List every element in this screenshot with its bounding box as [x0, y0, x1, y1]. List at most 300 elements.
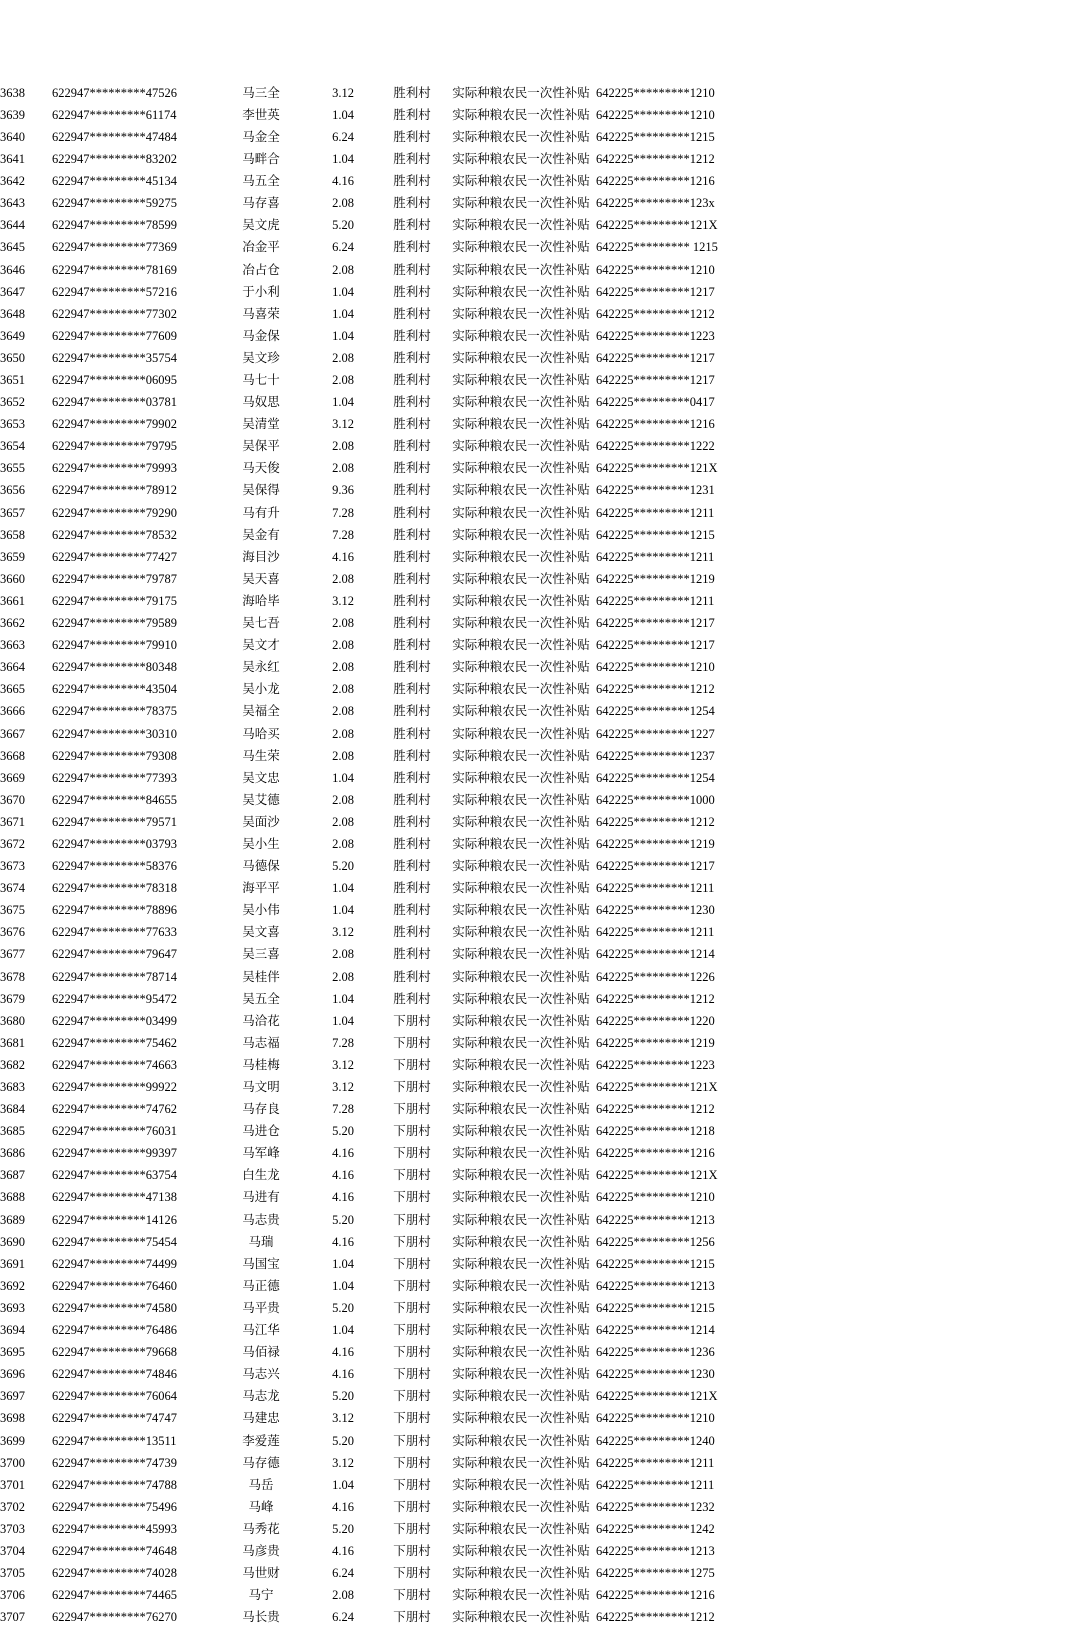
cell-bank-card: 622947*********43504	[52, 682, 177, 697]
cell-amount: 3.12	[332, 925, 354, 940]
cell-village: 下朋村	[393, 1234, 431, 1249]
cell-id-number: 642225*********1215	[596, 129, 715, 144]
cell-name: 吴五全	[242, 991, 280, 1006]
cell-amount: 5.20	[332, 1521, 354, 1536]
cell-amount: 2.08	[332, 1588, 354, 1603]
cell-village: 下朋村	[393, 1610, 431, 1625]
cell-amount: 2.08	[332, 616, 354, 631]
cell-sequence: 3696	[0, 1367, 25, 1382]
cell-id-number: 642225*********1212	[596, 306, 715, 321]
table-row	[0, 1209, 766, 1231]
cell-id-number: 642225*********1222	[596, 439, 715, 454]
table-row	[0, 1584, 766, 1606]
cell-name: 吴小伟	[242, 903, 280, 918]
cell-id-number: 642225*********1223	[596, 1057, 715, 1072]
table-row	[0, 82, 766, 104]
cell-name: 马畔合	[242, 152, 280, 167]
table-row	[0, 590, 766, 612]
cell-subsidy: 实际种粮农民一次性补贴	[452, 660, 590, 675]
cell-amount: 1.04	[332, 1278, 354, 1293]
cell-id-number: 642225*********1212	[596, 991, 715, 1006]
table-row	[0, 347, 766, 369]
cell-bank-card: 622947*********99922	[52, 1080, 177, 1095]
table-row	[0, 303, 766, 325]
cell-id-number: 642225*********1211	[596, 881, 715, 896]
cell-sequence: 3682	[0, 1057, 25, 1072]
cell-bank-card: 622947*********75496	[52, 1499, 177, 1514]
cell-village: 下朋村	[393, 1168, 431, 1183]
table-row	[0, 988, 766, 1010]
cell-village: 胜利村	[393, 836, 431, 851]
cell-bank-card: 622947*********79902	[52, 417, 177, 432]
cell-name: 马正德	[242, 1278, 280, 1293]
cell-name: 马天俊	[242, 461, 280, 476]
cell-amount: 1.04	[332, 284, 354, 299]
cell-village: 胜利村	[393, 969, 431, 984]
table-row	[0, 391, 766, 413]
cell-id-number: 642225*********1216	[596, 1146, 715, 1161]
cell-bank-card: 622947*********79175	[52, 593, 177, 608]
cell-subsidy: 实际种粮农民一次性补贴	[452, 903, 590, 918]
table-row	[0, 1120, 766, 1142]
cell-village: 胜利村	[393, 859, 431, 874]
cell-bank-card: 622947*********76270	[52, 1610, 177, 1625]
cell-name: 马德保	[242, 859, 280, 874]
table-row	[0, 1054, 766, 1076]
cell-subsidy: 实际种粮农民一次性补贴	[452, 1146, 590, 1161]
cell-subsidy: 实际种粮农民一次性补贴	[452, 1256, 590, 1271]
cell-village: 下朋村	[393, 1588, 431, 1603]
cell-bank-card: 622947*********84655	[52, 792, 177, 807]
cell-bank-card: 622947*********30310	[52, 726, 177, 741]
cell-bank-card: 622947*********78714	[52, 969, 177, 984]
cell-subsidy: 实际种粮农民一次性补贴	[452, 549, 590, 564]
cell-id-number: 642225*********1237	[596, 748, 715, 763]
cell-subsidy: 实际种粮农民一次性补贴	[452, 1080, 590, 1095]
cell-name: 吴文才	[242, 638, 280, 653]
cell-name: 马存德	[242, 1455, 280, 1470]
cell-bank-card: 622947*********79993	[52, 461, 177, 476]
cell-id-number: 642225*********1219	[596, 836, 715, 851]
cell-id-number: 642225*********0417	[596, 395, 715, 410]
cell-amount: 2.08	[332, 704, 354, 719]
cell-name: 吴文喜	[242, 925, 280, 940]
cell-subsidy: 实际种粮农民一次性补贴	[452, 1543, 590, 1558]
cell-sequence: 3673	[0, 859, 25, 874]
cell-id-number: 642225*********1211	[596, 505, 715, 520]
cell-sequence: 3693	[0, 1300, 25, 1315]
cell-id-number: 642225*********1214	[596, 1323, 715, 1338]
cell-village: 下朋村	[393, 1389, 431, 1404]
cell-name: 马世财	[242, 1566, 280, 1581]
cell-amount: 2.08	[332, 726, 354, 741]
cell-id-number: 642225*********1212	[596, 1102, 715, 1117]
cell-bank-card: 622947*********74663	[52, 1057, 177, 1072]
cell-sequence: 3689	[0, 1212, 25, 1227]
cell-name: 马峰	[248, 1499, 274, 1514]
cell-id-number: 642225*********1217	[596, 859, 715, 874]
cell-subsidy: 实际种粮农民一次性补贴	[452, 1455, 590, 1470]
cell-bank-card: 622947*********77393	[52, 770, 177, 785]
cell-subsidy: 实际种粮农民一次性补贴	[452, 1234, 590, 1249]
cell-name: 马国宝	[242, 1256, 280, 1271]
cell-amount: 2.08	[332, 196, 354, 211]
cell-name: 马江华	[242, 1323, 280, 1338]
cell-village: 胜利村	[393, 284, 431, 299]
cell-amount: 4.16	[332, 1367, 354, 1382]
cell-amount: 1.04	[332, 1013, 354, 1028]
cell-name: 马七十	[242, 373, 280, 388]
table-row	[0, 723, 766, 745]
cell-amount: 3.12	[332, 417, 354, 432]
cell-id-number: 642225*********1223	[596, 328, 715, 343]
cell-village: 胜利村	[393, 638, 431, 653]
cell-bank-card: 622947*********75454	[52, 1234, 177, 1249]
cell-amount: 3.12	[332, 593, 354, 608]
cell-id-number: 642225*********1211	[596, 1455, 715, 1470]
cell-subsidy: 实际种粮农民一次性补贴	[452, 218, 590, 233]
cell-id-number: 642225*********1213	[596, 1212, 715, 1227]
cell-subsidy: 实际种粮农民一次性补贴	[452, 616, 590, 631]
cell-name: 吴福全	[242, 704, 280, 719]
table-row	[0, 281, 766, 303]
cell-subsidy: 实际种粮农民一次性补贴	[452, 571, 590, 586]
cell-bank-card: 622947*********59275	[52, 196, 177, 211]
cell-id-number: 642225*********1211	[596, 593, 715, 608]
cell-subsidy: 实际种粮农民一次性补贴	[452, 1013, 590, 1028]
cell-name: 马有升	[242, 505, 280, 520]
table-row	[0, 126, 766, 148]
cell-village: 下朋村	[393, 1455, 431, 1470]
cell-amount: 2.08	[332, 571, 354, 586]
cell-amount: 2.08	[332, 262, 354, 277]
cell-sequence: 3692	[0, 1278, 25, 1293]
cell-id-number: 642225*********1216	[596, 174, 715, 189]
cell-village: 下朋村	[393, 1035, 431, 1050]
cell-amount: 4.16	[332, 1146, 354, 1161]
cell-subsidy: 实际种粮农民一次性补贴	[452, 439, 590, 454]
cell-name: 马佰禄	[242, 1345, 280, 1360]
table-row	[0, 524, 766, 546]
cell-name: 马五全	[242, 174, 280, 189]
cell-name: 白生龙	[242, 1168, 280, 1183]
cell-sequence: 3660	[0, 571, 25, 586]
cell-name: 马军峰	[242, 1146, 280, 1161]
cell-amount: 2.08	[332, 660, 354, 675]
cell-subsidy: 实际种粮农民一次性补贴	[452, 991, 590, 1006]
cell-subsidy: 实际种粮农民一次性补贴	[452, 1124, 590, 1139]
cell-village: 胜利村	[393, 240, 431, 255]
cell-amount: 4.16	[332, 549, 354, 564]
cell-village: 下朋村	[393, 1521, 431, 1536]
cell-name: 马存良	[242, 1102, 280, 1117]
cell-id-number: 642225*********1217	[596, 350, 715, 365]
cell-name: 马秀花	[242, 1521, 280, 1536]
cell-name: 吴艾德	[242, 792, 280, 807]
cell-bank-card: 622947*********77633	[52, 925, 177, 940]
cell-name: 马金保	[242, 328, 280, 343]
cell-amount: 4.16	[332, 174, 354, 189]
cell-id-number: 642225*********121X	[596, 218, 718, 233]
cell-id-number: 642225*********1211	[596, 549, 715, 564]
cell-village: 胜利村	[393, 770, 431, 785]
cell-name: 海目沙	[242, 549, 280, 564]
table-row	[0, 480, 766, 502]
table-row	[0, 789, 766, 811]
table-row	[0, 1386, 766, 1408]
cell-sequence: 3663	[0, 638, 25, 653]
table-row	[0, 325, 766, 347]
cell-name: 吴小龙	[242, 682, 280, 697]
cell-name: 马生荣	[242, 748, 280, 763]
cell-id-number: 642225*********1214	[596, 947, 715, 962]
table-row	[0, 1430, 766, 1452]
cell-amount: 1.04	[332, 395, 354, 410]
table-row	[0, 502, 766, 524]
table-row	[0, 1606, 766, 1628]
cell-sequence: 3668	[0, 748, 25, 763]
cell-amount: 5.20	[332, 1433, 354, 1448]
table-row	[0, 877, 766, 899]
cell-bank-card: 622947*********47484	[52, 129, 177, 144]
cell-village: 下朋村	[393, 1190, 431, 1205]
cell-sequence: 3688	[0, 1190, 25, 1205]
cell-id-number: 642225*********121X	[596, 1389, 718, 1404]
cell-village: 下朋村	[393, 1367, 431, 1382]
cell-bank-card: 622947*********83202	[52, 152, 177, 167]
cell-bank-card: 622947*********79290	[52, 505, 177, 520]
cell-bank-card: 622947*********79787	[52, 571, 177, 586]
cell-bank-card: 622947*********74762	[52, 1102, 177, 1117]
cell-bank-card: 622947*********78532	[52, 527, 177, 542]
cell-amount: 7.28	[332, 1102, 354, 1117]
cell-sequence: 3651	[0, 373, 25, 388]
cell-subsidy: 实际种粮农民一次性补贴	[452, 881, 590, 896]
cell-subsidy: 实际种粮农民一次性补贴	[452, 461, 590, 476]
cell-name: 海平平	[242, 881, 280, 896]
cell-village: 胜利村	[393, 925, 431, 940]
cell-id-number: 642225*********1227	[596, 726, 715, 741]
cell-subsidy: 实际种粮农民一次性补贴	[452, 85, 590, 100]
table-row	[0, 1319, 766, 1341]
cell-id-number: 642225*********1212	[596, 152, 715, 167]
cell-sequence: 3643	[0, 196, 25, 211]
cell-amount: 3.12	[332, 1057, 354, 1072]
cell-bank-card: 622947*********79910	[52, 638, 177, 653]
cell-sequence: 3652	[0, 395, 25, 410]
cell-id-number: 642225*********121X	[596, 1080, 718, 1095]
cell-subsidy: 实际种粮农民一次性补贴	[452, 1168, 590, 1183]
cell-sequence: 3648	[0, 306, 25, 321]
cell-village: 下朋村	[393, 1278, 431, 1293]
cell-subsidy: 实际种粮农民一次性补贴	[452, 792, 590, 807]
cell-amount: 5.20	[332, 1212, 354, 1227]
cell-amount: 6.24	[332, 129, 354, 144]
cell-sequence: 3681	[0, 1035, 25, 1050]
cell-sequence: 3702	[0, 1499, 25, 1514]
cell-village: 胜利村	[393, 704, 431, 719]
cell-name: 吴文虎	[242, 218, 280, 233]
cell-sequence: 3704	[0, 1543, 25, 1558]
cell-sequence: 3697	[0, 1389, 25, 1404]
cell-name: 冶金平	[242, 240, 280, 255]
table-row	[0, 436, 766, 458]
cell-subsidy: 实际种粮农民一次性补贴	[452, 1433, 590, 1448]
table-row	[0, 148, 766, 170]
cell-subsidy: 实际种粮农民一次性补贴	[452, 1278, 590, 1293]
cell-sequence: 3666	[0, 704, 25, 719]
cell-subsidy: 实际种粮农民一次性补贴	[452, 969, 590, 984]
cell-subsidy: 实际种粮农民一次性补贴	[452, 1477, 590, 1492]
table-row	[0, 1363, 766, 1385]
cell-id-number: 642225*********123x	[596, 196, 715, 211]
cell-name: 吴面沙	[242, 814, 280, 829]
cell-id-number: 642225*********121X	[596, 1168, 718, 1183]
cell-subsidy: 实际种粮农民一次性补贴	[452, 505, 590, 520]
cell-bank-card: 622947*********03793	[52, 836, 177, 851]
cell-subsidy: 实际种粮农民一次性补贴	[452, 1367, 590, 1382]
table-row	[0, 1098, 766, 1120]
cell-village: 胜利村	[393, 152, 431, 167]
cell-bank-card: 622947*********99397	[52, 1146, 177, 1161]
cell-sequence: 3667	[0, 726, 25, 741]
table-row	[0, 966, 766, 988]
cell-village: 胜利村	[393, 395, 431, 410]
cell-id-number: 642225*********1232	[596, 1499, 715, 1514]
cell-subsidy: 实际种粮农民一次性补贴	[452, 704, 590, 719]
cell-village: 胜利村	[393, 417, 431, 432]
cell-name: 海哈毕	[242, 593, 280, 608]
cell-amount: 3.12	[332, 1455, 354, 1470]
table-row	[0, 215, 766, 237]
cell-subsidy: 实际种粮农民一次性补贴	[452, 1610, 590, 1625]
cell-sequence: 3700	[0, 1455, 25, 1470]
cell-village: 胜利村	[393, 461, 431, 476]
cell-subsidy: 实际种粮农民一次性补贴	[452, 1102, 590, 1117]
cell-bank-card: 622947*********03781	[52, 395, 177, 410]
cell-subsidy: 实际种粮农民一次性补贴	[452, 814, 590, 829]
cell-name: 马喜荣	[242, 306, 280, 321]
cell-sequence: 3683	[0, 1080, 25, 1095]
table-row	[0, 899, 766, 921]
cell-amount: 2.08	[332, 814, 354, 829]
cell-amount: 4.16	[332, 1234, 354, 1249]
cell-subsidy: 实际种粮农民一次性补贴	[452, 859, 590, 874]
cell-amount: 7.28	[332, 1035, 354, 1050]
table-row	[0, 170, 766, 192]
cell-bank-card: 622947*********74788	[52, 1477, 177, 1492]
cell-amount: 1.04	[332, 1477, 354, 1492]
cell-amount: 1.04	[332, 1323, 354, 1338]
cell-amount: 1.04	[332, 991, 354, 1006]
cell-sequence: 3657	[0, 505, 25, 520]
cell-sequence: 3699	[0, 1433, 25, 1448]
cell-name: 马洽花	[242, 1013, 280, 1028]
cell-name: 吴小生	[242, 836, 280, 851]
cell-sequence: 3653	[0, 417, 25, 432]
cell-subsidy: 实际种粮农民一次性补贴	[452, 947, 590, 962]
cell-village: 胜利村	[393, 616, 431, 631]
table-row	[0, 369, 766, 391]
cell-amount: 4.16	[332, 1345, 354, 1360]
cell-village: 下朋村	[393, 1146, 431, 1161]
table-row	[0, 811, 766, 833]
cell-name: 马平贵	[242, 1300, 280, 1315]
cell-name: 马志福	[242, 1035, 280, 1050]
cell-amount: 2.08	[332, 461, 354, 476]
cell-id-number: 642225*********1213	[596, 1543, 715, 1558]
cell-bank-card: 622947*********74580	[52, 1300, 177, 1315]
cell-id-number: 642225*********1210	[596, 1411, 715, 1426]
table-row	[0, 701, 766, 723]
cell-village: 胜利村	[393, 107, 431, 122]
cell-subsidy: 实际种粮农民一次性补贴	[452, 152, 590, 167]
cell-subsidy: 实际种粮农民一次性补贴	[452, 483, 590, 498]
cell-id-number: 642225*********1242	[596, 1521, 715, 1536]
cell-name: 马哈买	[242, 726, 280, 741]
cell-id-number: 642225*********1211	[596, 1477, 715, 1492]
cell-village: 胜利村	[393, 726, 431, 741]
cell-subsidy: 实际种粮农民一次性补贴	[452, 373, 590, 388]
cell-sequence: 3676	[0, 925, 25, 940]
cell-sequence: 3705	[0, 1566, 25, 1581]
table-row	[0, 1076, 766, 1098]
cell-village: 下朋村	[393, 1102, 431, 1117]
table-row	[0, 259, 766, 281]
cell-bank-card: 622947*********74028	[52, 1566, 177, 1581]
cell-subsidy: 实际种粮农民一次性补贴	[452, 196, 590, 211]
cell-subsidy: 实际种粮农民一次性补贴	[452, 350, 590, 365]
cell-name: 冶占仓	[242, 262, 280, 277]
table-row	[0, 656, 766, 678]
cell-village: 胜利村	[393, 881, 431, 896]
cell-name: 吴七吾	[242, 616, 280, 631]
cell-sequence: 3639	[0, 107, 25, 122]
cell-bank-card: 622947*********74499	[52, 1256, 177, 1271]
cell-amount: 1.04	[332, 152, 354, 167]
cell-id-number: 642225*********1275	[596, 1566, 715, 1581]
cell-amount: 5.20	[332, 1389, 354, 1404]
cell-id-number: 642225*********1226	[596, 969, 715, 984]
cell-sequence: 3694	[0, 1323, 25, 1338]
table-row	[0, 1518, 766, 1540]
cell-subsidy: 实际种粮农民一次性补贴	[452, 240, 590, 255]
cell-bank-card: 622947*********79589	[52, 616, 177, 631]
cell-sequence: 3658	[0, 527, 25, 542]
cell-id-number: 642225*********1210	[596, 85, 715, 100]
cell-sequence: 3659	[0, 549, 25, 564]
cell-bank-card: 622947*********78896	[52, 903, 177, 918]
table-row	[0, 1496, 766, 1518]
cell-id-number: 642225*********1217	[596, 638, 715, 653]
cell-bank-card: 622947*********78912	[52, 483, 177, 498]
cell-amount: 1.04	[332, 328, 354, 343]
cell-subsidy: 实际种粮农民一次性补贴	[452, 129, 590, 144]
cell-sequence: 3685	[0, 1124, 25, 1139]
cell-sequence: 3707	[0, 1610, 25, 1625]
cell-bank-card: 622947*********45134	[52, 174, 177, 189]
cell-subsidy: 实际种粮农民一次性补贴	[452, 748, 590, 763]
cell-bank-card: 622947*********47138	[52, 1190, 177, 1205]
cell-bank-card: 622947*********58376	[52, 859, 177, 874]
cell-village: 胜利村	[393, 439, 431, 454]
cell-subsidy: 实际种粮农民一次性补贴	[452, 1057, 590, 1072]
cell-name: 马桂梅	[242, 1057, 280, 1072]
cell-amount: 2.08	[332, 748, 354, 763]
table-row	[0, 1452, 766, 1474]
cell-id-number: 642225*********1254	[596, 704, 715, 719]
cell-name: 马志贵	[242, 1212, 280, 1227]
